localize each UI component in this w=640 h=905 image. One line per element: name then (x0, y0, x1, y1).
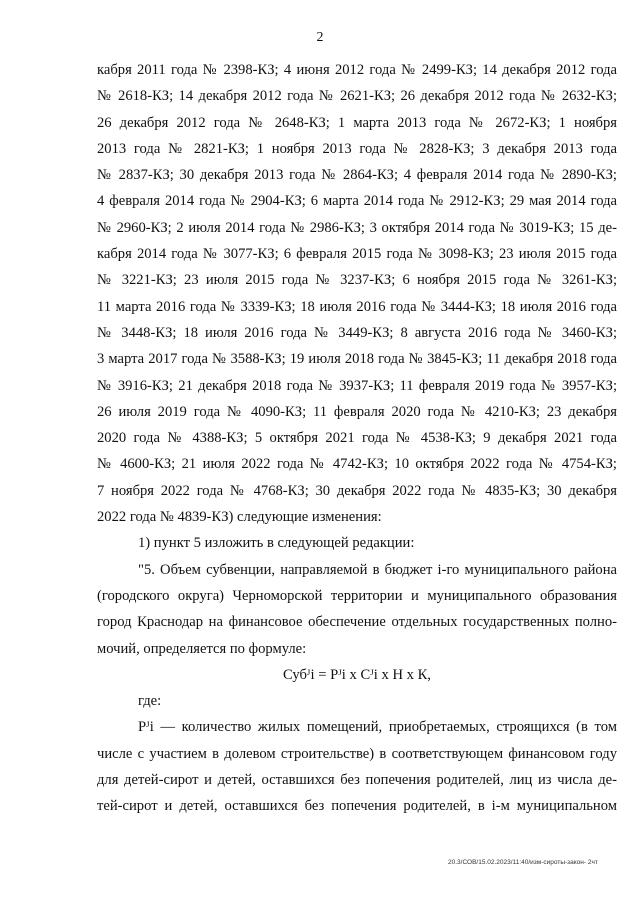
text-line: для детей-сирот и детей, оставшихся без попечения родителей, лиц из числа де- (97, 772, 617, 789)
text-line: 2013 года № 2821-КЗ; 1 ноября 2013 года № 2828-КЗ; 3 декабря 2013 года (97, 140, 617, 157)
page-number: 2 (316, 30, 324, 45)
text-line: № 3448-КЗ; 18 июля 2016 года № 3449-КЗ; 8 августа 2016 года № 3460-КЗ; (97, 324, 617, 341)
text-line: № 2837-КЗ; 30 декабря 2013 года № 2864-КЗ; 4 февраля 2014 года № 2890-КЗ; (97, 167, 617, 184)
text-line: где: (138, 693, 162, 710)
text-line: "5. Объем субвенции, направляемой в бюджет i-го муниципального района (138, 561, 617, 578)
text-line: тей-сирот и детей, оставшихся без попечения родителей, в i-м муниципальном (97, 798, 617, 815)
footer-stamp: 20.3/СОВ/15.02.2023/11:40/изм-сироты-закон- 2чт (448, 859, 598, 866)
text-line: 2020 года № 4388-КЗ; 5 октября 2021 года № 4538-КЗ; 9 декабря 2021 года (97, 430, 617, 447)
text-line: № 2618-КЗ; 14 декабря 2012 года № 2621-КЗ; 26 декабря 2012 года № 2632-КЗ; (97, 88, 617, 105)
text-line: 4 февраля 2014 года № 2904-КЗ; 6 марта 2014 года № 2912-КЗ; 29 мая 2014 года (97, 193, 617, 210)
text-line: № 3916-КЗ; 21 декабря 2018 года № 3937-КЗ; 11 февраля 2019 года № 3957-КЗ; (97, 377, 617, 394)
text-line: 2022 года № 4839-КЗ) следующие изменения: (97, 509, 382, 526)
text-line: кабря 2011 года № 2398-КЗ; 4 июня 2012 года № 2499-КЗ; 14 декабря 2012 года (97, 62, 617, 78)
text-line: 26 декабря 2012 года № 2648-КЗ; 1 марта 2013 года № 2672-КЗ; 1 ноября (97, 114, 617, 131)
document-body (97, 57, 617, 820)
formula: Субᴶi = Рᴶi х Сᴶi х Н х К, (283, 666, 431, 683)
text-line: кабря 2014 года № 3077-КЗ; 6 февраля 2015 года № 3098-КЗ; 23 июля 2015 года (97, 246, 617, 263)
text-line: 11 марта 2016 года № 3339-КЗ; 18 июля 2016 года № 3444-КЗ; 18 июля 2016 года (97, 298, 617, 315)
text-line: № 2960-КЗ; 2 июля 2014 года № 2986-КЗ; 3 октября 2014 года № 3019-КЗ; 15 де- (97, 219, 617, 236)
text-line: числе с участием в долевом строительстве) в соответствующем финансовом году (97, 745, 617, 762)
text-line: № 4600-КЗ; 21 июля 2022 года № 4742-КЗ; 10 октября 2022 года № 4754-КЗ; (97, 456, 617, 473)
text-line: 3 марта 2017 года № 3588-КЗ; 19 июля 2018 года № 3845-КЗ; 11 декабря 2018 года (97, 351, 617, 368)
text-line: Рᴶi — количество жилых помещений, приобретаемых, строящихся (в том (138, 719, 617, 736)
text-line: мочий, определяется по формуле: (97, 640, 307, 657)
text-line: № 3221-КЗ; 23 июля 2015 года № 3237-КЗ; 6 ноября 2015 года № 3261-КЗ; (97, 272, 617, 289)
text-line: город Краснодар на финансовое обеспечение отдельных государственных полно- (97, 614, 617, 631)
text-line: (городского округа) Черноморской территории и муниципального образования (97, 587, 617, 604)
text-line: 1) пункт 5 изложить в следующей редакции: (138, 535, 415, 552)
text-line: 7 ноября 2022 года № 4768-КЗ; 30 декабря 2022 года № 4835-КЗ; 30 декабря (97, 482, 617, 499)
text-line: 26 июля 2019 года № 4090-КЗ; 11 февраля 2020 года № 4210-КЗ; 23 декабря (97, 403, 617, 420)
